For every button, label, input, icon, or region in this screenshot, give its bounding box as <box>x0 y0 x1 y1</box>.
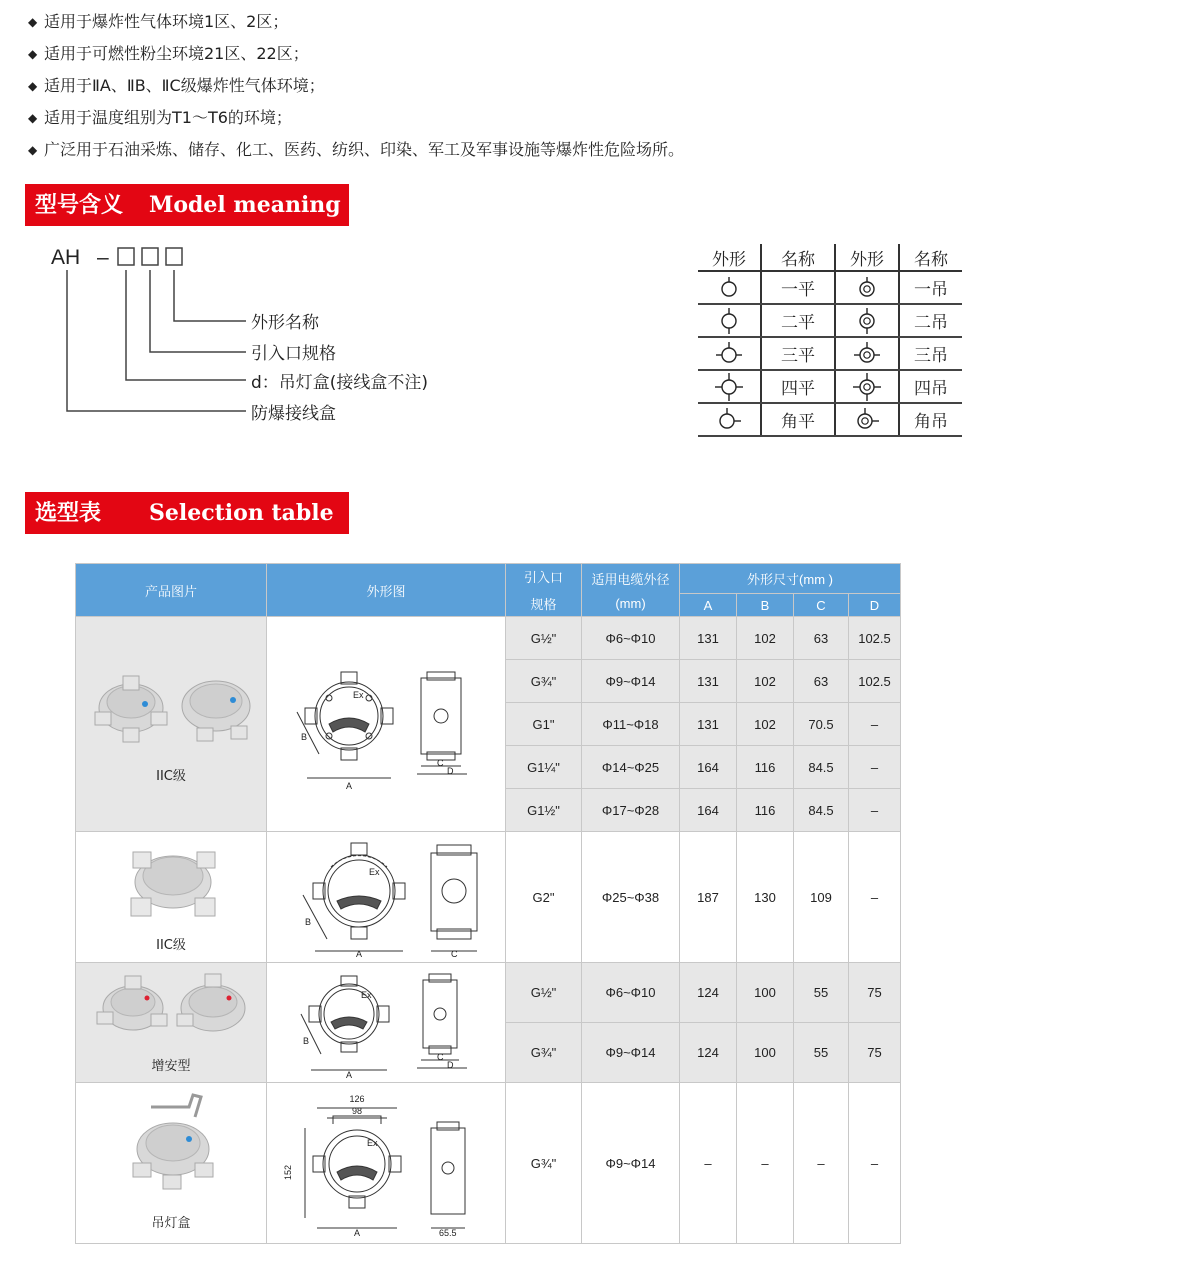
dim-d: 75 <box>849 1023 901 1083</box>
bullet-diamond-icon: ◆ <box>28 15 38 29</box>
product-photo <box>81 1087 261 1237</box>
outline-drawing <box>271 1088 501 1238</box>
drawing-label-b: B <box>305 917 312 927</box>
cable-diameter: Φ9~Φ14 <box>582 1023 680 1083</box>
drawing-label-126: 126 <box>349 1094 365 1104</box>
inlet-spec: G1" <box>506 703 582 746</box>
inlet-spec: G¾" <box>506 1023 582 1083</box>
large-junction-box-photo <box>131 852 215 916</box>
drawing-label-b: B <box>303 1035 310 1046</box>
cable-diameter: Φ14~Φ25 <box>582 746 680 789</box>
shape-two-hang-icon <box>835 304 899 337</box>
feature-item: ◆ 适用于温度组别为T1～T6的环境； <box>28 102 684 134</box>
header-inlet: 引入口 规格 <box>506 564 582 617</box>
product-photo <box>81 834 261 958</box>
drawing-cell <box>267 832 506 963</box>
drawing-label-c: C <box>437 1051 444 1062</box>
shape-name: 一平 <box>761 271 835 304</box>
dim-d: – <box>849 746 901 789</box>
dim-a: 131 <box>680 617 737 660</box>
header-b: B <box>737 594 794 617</box>
code-box-2 <box>142 248 158 265</box>
drawing-label-a: A <box>353 1228 361 1238</box>
drawing-label-ex: Ex <box>369 867 380 877</box>
banner-title-cn: 选型表 <box>35 500 102 526</box>
bullet-diamond-icon: ◆ <box>28 143 38 157</box>
drawing-label-d: D <box>447 766 454 776</box>
drawing-label-ex: Ex <box>353 690 364 700</box>
legend-d-lamp-box: d：吊灯盒(接线盒不注) <box>251 373 429 393</box>
inlet-spec: G1½" <box>506 789 582 832</box>
dim-c: – <box>794 1083 849 1244</box>
table-row <box>76 832 901 963</box>
code-box-1 <box>118 248 134 265</box>
outline-drawing <box>271 835 501 959</box>
bullet-diamond-icon: ◆ <box>28 79 38 93</box>
lamp-box-photo <box>133 1095 213 1189</box>
table-row <box>76 963 901 1023</box>
dim-b: 116 <box>737 789 794 832</box>
drawing-label-a: A <box>345 1069 353 1080</box>
shape-name: 二平 <box>761 304 835 337</box>
dim-a: 124 <box>680 963 737 1023</box>
header-cable: 适用电缆外径 (mm) <box>582 564 680 617</box>
shape-name: 角平 <box>761 403 835 436</box>
drawing-label-ex: Ex <box>361 989 372 1000</box>
drawing-label-a: A <box>345 781 353 791</box>
drawing-label-98: 98 <box>351 1106 363 1116</box>
dim-a: 124 <box>680 1023 737 1083</box>
shape-header: 外形 <box>835 244 899 271</box>
drawing-cell <box>267 963 506 1083</box>
feature-item: ◆ 适用于爆炸性气体环境1区、2区； <box>28 6 684 38</box>
increased-safety-box-photo-2 <box>177 974 245 1031</box>
cable-diameter: Φ11~Φ18 <box>582 703 680 746</box>
dim-a: 131 <box>680 703 737 746</box>
drawing-cell <box>267 617 506 832</box>
legend-inlet-spec: 引入口规格 <box>251 344 336 364</box>
shape-name: 三吊 <box>899 337 962 370</box>
dim-b: 130 <box>737 832 794 963</box>
feature-item: ◆ 适用于可燃性粉尘环境21区、22区； <box>28 38 684 70</box>
outline-drawing <box>271 966 501 1080</box>
bullet-diamond-icon: ◆ <box>28 111 38 125</box>
legend-junction-box: 防爆接线盒 <box>251 404 336 424</box>
drawing-label-ex: Ex <box>367 1138 378 1148</box>
dim-b: 102 <box>737 660 794 703</box>
shape-one-flat-icon <box>698 271 761 304</box>
drawing-label-d: D <box>447 1059 454 1070</box>
product-photo <box>81 658 261 788</box>
dim-c: 55 <box>794 963 849 1023</box>
cable-diameter: Φ17~Φ28 <box>582 789 680 832</box>
leader-line-inlet <box>150 270 246 352</box>
dim-d: – <box>849 789 901 832</box>
feature-item: ◆ 适用于ⅡA、ⅡB、ⅡC级爆炸性气体环境； <box>28 70 684 102</box>
shape-corner-flat-icon <box>698 403 761 436</box>
product-label: IIC级 <box>156 768 186 784</box>
shape-name: 二吊 <box>899 304 962 337</box>
inlet-spec: G¾" <box>506 660 582 703</box>
header-c: C <box>794 594 849 617</box>
table-row <box>76 617 901 660</box>
dim-c: 84.5 <box>794 789 849 832</box>
dim-d: – <box>849 703 901 746</box>
header-dimensions: 外形尺寸(mm ) <box>680 564 901 594</box>
dim-a: 187 <box>680 832 737 963</box>
dim-b: 116 <box>737 746 794 789</box>
table-row <box>76 1083 901 1244</box>
drawing-label-65-5: 65.5 <box>439 1228 457 1238</box>
dim-d: 102.5 <box>849 617 901 660</box>
shape-three-flat-icon <box>698 337 761 370</box>
shape-name: 三平 <box>761 337 835 370</box>
feature-item: ◆ 广泛用于石油采炼、储存、化工、医药、纺织、印染、军工及军事设施等爆炸性危险场所。 <box>28 134 684 166</box>
drawing-cell <box>267 1083 506 1244</box>
inlet-spec: G½" <box>506 963 582 1023</box>
junction-box-photo-2 <box>182 681 250 741</box>
dim-b: – <box>737 1083 794 1244</box>
dim-d: – <box>849 832 901 963</box>
dim-b: 102 <box>737 617 794 660</box>
junction-box-photo-1 <box>95 676 167 742</box>
product-photo <box>81 964 261 1078</box>
inlet-spec: G1¼" <box>506 746 582 789</box>
cable-diameter: Φ9~Φ14 <box>582 1083 680 1244</box>
product-photo-cell <box>76 617 267 832</box>
drawing-label-c: C <box>437 758 444 768</box>
feature-list <box>28 6 684 166</box>
leader-line-box <box>67 270 246 411</box>
drawing-label-152: 152 <box>283 1164 293 1180</box>
banner-title-en: Model meaning <box>149 192 341 218</box>
inlet-spec: G½" <box>506 617 582 660</box>
dim-a: – <box>680 1083 737 1244</box>
model-dash: – <box>97 246 109 269</box>
shape-four-flat-icon <box>698 370 761 403</box>
dim-c: 84.5 <box>794 746 849 789</box>
cable-diameter: Φ6~Φ10 <box>582 963 680 1023</box>
dim-c: 55 <box>794 1023 849 1083</box>
header-d: D <box>849 594 901 617</box>
shape-header: 外形 <box>698 244 761 271</box>
dim-b: 102 <box>737 703 794 746</box>
selection-table <box>75 563 901 1244</box>
cable-diameter: Φ25~Φ38 <box>582 832 680 963</box>
model-meaning-banner <box>25 184 349 226</box>
dim-d: 75 <box>849 963 901 1023</box>
shape-name: 一吊 <box>899 271 962 304</box>
header-photo: 产品图片 <box>76 564 267 617</box>
model-prefix: AH <box>51 246 81 269</box>
dim-d: – <box>849 1083 901 1244</box>
inlet-spec: G¾" <box>506 1083 582 1244</box>
increased-safety-box-photo-1 <box>97 976 167 1030</box>
dim-a: 164 <box>680 746 737 789</box>
dim-b: 100 <box>737 1023 794 1083</box>
dim-a: 164 <box>680 789 737 832</box>
product-label: 吊灯盒 <box>151 1215 191 1231</box>
name-header: 名称 <box>761 244 835 271</box>
shape-two-flat-icon <box>698 304 761 337</box>
legend-shape-name: 外形名称 <box>251 313 319 333</box>
dim-d: 102.5 <box>849 660 901 703</box>
product-photo-cell <box>76 963 267 1083</box>
product-photo-cell <box>76 832 267 963</box>
name-header: 名称 <box>899 244 962 271</box>
dim-c: 63 <box>794 660 849 703</box>
shape-four-hang-icon <box>835 370 899 403</box>
cable-diameter: Φ6~Φ10 <box>582 617 680 660</box>
drawing-label-c: C <box>451 949 458 959</box>
shape-one-hang-icon <box>835 271 899 304</box>
dim-c: 63 <box>794 617 849 660</box>
product-label: IIC级 <box>156 937 186 953</box>
leader-line-d <box>126 270 246 380</box>
header-drawing: 外形图 <box>267 564 506 617</box>
cable-diameter: Φ9~Φ14 <box>582 660 680 703</box>
selection-table-banner <box>25 492 349 534</box>
banner-title-cn: 型号含义 <box>35 192 124 218</box>
shape-three-hang-icon <box>835 337 899 370</box>
outline-drawing <box>271 654 501 794</box>
drawing-label-a: A <box>355 949 363 959</box>
bullet-diamond-icon: ◆ <box>28 47 38 61</box>
dim-a: 131 <box>680 660 737 703</box>
shape-name: 角吊 <box>899 403 962 436</box>
dim-c: 109 <box>794 832 849 963</box>
model-code-diagram <box>45 240 485 430</box>
shape-corner-hang-icon <box>835 403 899 436</box>
leader-line-shape <box>174 270 246 321</box>
dim-c: 70.5 <box>794 703 849 746</box>
drawing-label-b: B <box>301 732 308 742</box>
header-a: A <box>680 594 737 617</box>
shape-name-table <box>698 244 962 437</box>
product-photo-cell <box>76 1083 267 1244</box>
banner-title-en: Selection table <box>149 500 334 526</box>
code-box-3 <box>166 248 182 265</box>
shape-name: 四吊 <box>899 370 962 403</box>
shape-name: 四平 <box>761 370 835 403</box>
inlet-spec: G2" <box>506 832 582 963</box>
dim-b: 100 <box>737 963 794 1023</box>
product-label: 增安型 <box>151 1059 191 1074</box>
